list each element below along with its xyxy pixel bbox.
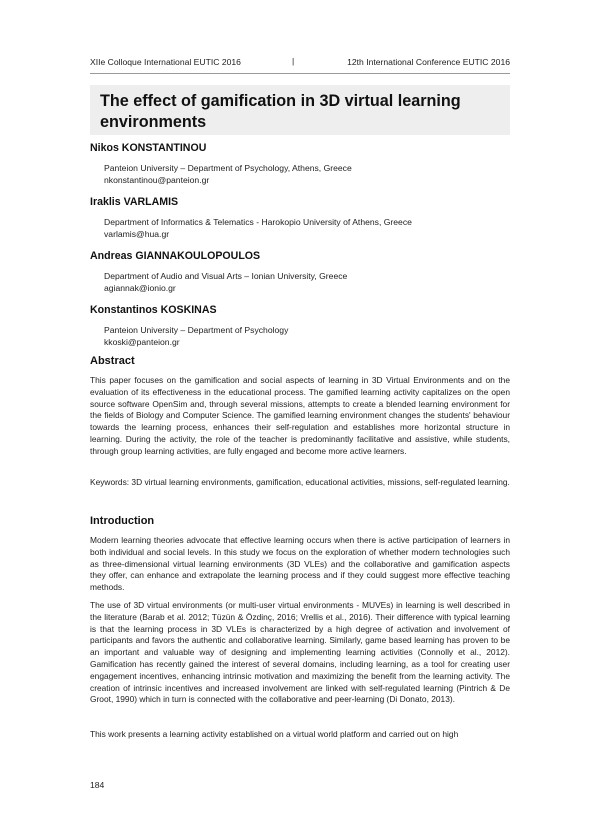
author-email: agiannak@ionio.gr [104, 283, 176, 293]
abstract-text: This paper focuses on the gamification and social aspects of learning in 3D Virtual Environments and on the evaluation of its effectiveness in the educational process. The gamified learning activity capitalizes on the open source software OpenSim and, through several missions, attempts to create a blended learning environment for the fields of Biology and Computer Science. The gamified learning environment changes the students' behaviour towards the learning process, enhances their self-regulation and establishes more horizontal structure in learning. During the activity, the role of the teacher is predominantly facilitative and assistive, while students, through group learning activities, are fully engaged and become more active learners. [90, 375, 510, 456]
author-affiliation: Panteion University – Department of Psychology, Athens, Greece [104, 163, 352, 173]
author-name: Konstantinos KOSKINAS [90, 304, 217, 316]
introduction-paragraph: Modern learning theories advocate that effective learning occurs when there is active participation of learners in both individual and social levels. In this study we focus on the exploration of whether modern technologies such as three-dimensional virtual learning environments (3D VLEs) and the collaborative and gamification aspects they offer, can enhance and extrapolate the learning process and if they could suggest more effective teaching methods. [90, 535, 510, 593]
author-email: varlamis@hua.gr [104, 229, 170, 239]
header-rule [90, 73, 510, 74]
author-name: Nikos KONSTANTINOU [90, 142, 207, 154]
author-affiliation: Department of Audio and Visual Arts – Ionian University, Greece [104, 271, 348, 281]
author-email: nkonstantinou@panteion.gr [104, 175, 210, 185]
paper-title: The effect of gamification in 3D virtual learning environments [100, 92, 461, 131]
author-name: Andreas GIANNAKOULOPOULOS [90, 250, 261, 262]
author-block [90, 141, 510, 195]
introduction-paragraph: This work presents a learning activity established on a virtual world platform and carried out on high [90, 729, 459, 739]
introduction-paragraph: The use of 3D virtual environments (or multi-user virtual environments - MUVEs) in learning is well described in the literature (Barab et al. 2012; Tüzün & Özdinç, 2016; Vrellis et al., 2016). Their difference with typical learning is that the learning process in 3D VLEs is characterized by a high degree of activation and involvement of participants and favors the authentic and collaborative learning. Similarly, game based learning has proven to be an important and valuable way of designing and implementing learning activities (Connolly et al., 2012). Gamification has recently gained the interest of several domains, including learning, as a tool for creating user engagement incentives, enhancing intrinsic motivation and maximizing the benefit from the learning activity. The creation of intrinsic incentives and increased involvement are linked with self-regulated learning (Pintrich & De Groot, 1990) which in turn is connected with the collaborative and peer-learning (Di Donato, 2013). [90, 600, 510, 705]
page-number: 184 [90, 780, 105, 790]
running-header-left: XIIe Colloque International EUTIC 2016 [90, 57, 241, 67]
author-block [90, 195, 510, 249]
running-header-right: 12th International Conference EUTIC 2016 [347, 57, 510, 67]
author-block [90, 249, 510, 303]
author-affiliation: Panteion University – Department of Psychology [104, 325, 289, 335]
running-header-separator: | [292, 56, 295, 66]
title-box [90, 85, 510, 135]
introduction-heading: Introduction [90, 515, 155, 527]
keywords: Keywords: 3D virtual learning environments, gamification, educational activities, missions, self-regulated learning. [90, 477, 510, 487]
author-name: Iraklis VARLAMIS [90, 196, 179, 208]
author-email: kkoski@panteion.gr [104, 337, 180, 347]
author-list [90, 141, 510, 357]
abstract-heading: Abstract [90, 355, 135, 367]
author-block [90, 303, 510, 357]
author-affiliation: Department of Informatics & Telematics - Harokopio University of Athens, Greece [104, 217, 412, 227]
